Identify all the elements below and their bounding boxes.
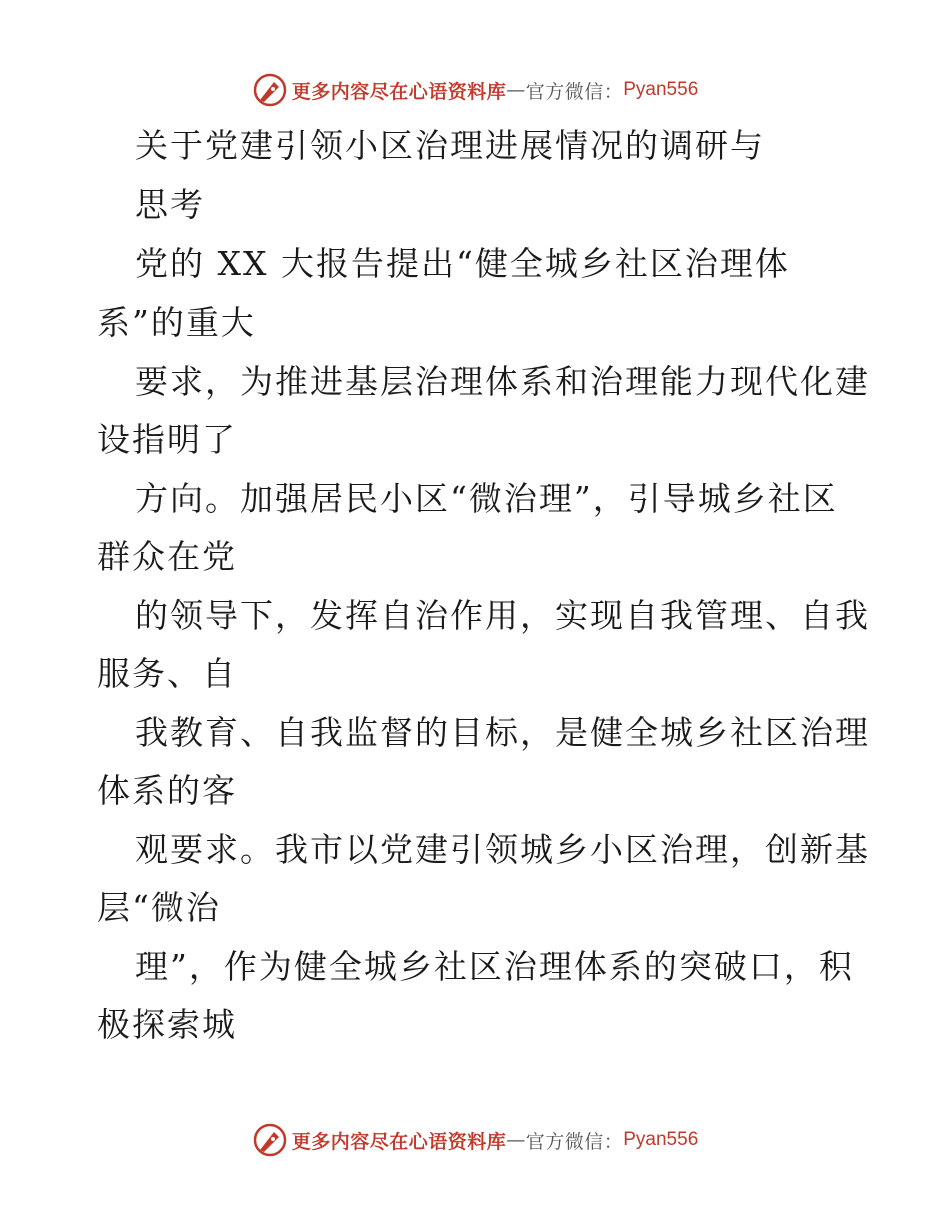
watermark-wechat-id: Pyan556	[623, 79, 699, 100]
paragraph-line: 的领导下，发挥自治作用，实现自我管理、自我	[135, 596, 870, 635]
paragraph-line: 要求，为推进基层治理体系和治理能力现代化建	[135, 362, 870, 401]
watermark-dash: —	[506, 79, 526, 101]
paragraph-line: 方向。加强居民小区“微治理”，引导城乡社区	[135, 479, 838, 518]
paragraph-line: 我教育、自我监督的目标，是健全城乡社区治理	[135, 713, 870, 752]
paragraph-line: 极探索城	[97, 1005, 237, 1044]
watermark-site-text: 更多内容尽在心语资料库	[291, 1130, 507, 1153]
paragraph-line: 群众在党	[97, 537, 237, 576]
document-title-line-2: 思考	[135, 185, 205, 224]
watermark-site-text: 更多内容尽在心语资料库	[291, 80, 507, 103]
paragraph-line: 党的 XX 大报告提出“健全城乡社区治理体	[135, 244, 790, 283]
watermark-wechat-label: 官方微信：	[525, 1130, 624, 1153]
pen-nib-logo-icon	[252, 72, 288, 108]
paragraph-line: 层“微治	[97, 888, 221, 927]
paragraph-line: 观要求。我市以党建引领城乡小区治理，创新基	[135, 830, 870, 869]
watermark-wechat-label: 官方微信：	[525, 80, 624, 103]
paragraph-line: 服务、自	[97, 654, 237, 693]
paragraph-line: 理”，作为健全城乡社区治理体系的突破口，积	[135, 947, 854, 986]
paragraph-line: 系”的重大	[97, 303, 256, 342]
watermark-dash: —	[506, 1129, 526, 1151]
document-title-line-1: 关于党建引领小区治理进展情况的调研与	[135, 126, 765, 165]
paragraph-line: 体系的客	[97, 771, 237, 810]
header-watermark	[0, 70, 950, 110]
pen-nib-logo-icon	[252, 1122, 288, 1158]
watermark-wechat-id: Pyan556	[623, 1129, 699, 1150]
footer-watermark	[0, 1120, 950, 1160]
paragraph-line: 设指明了	[97, 420, 237, 459]
